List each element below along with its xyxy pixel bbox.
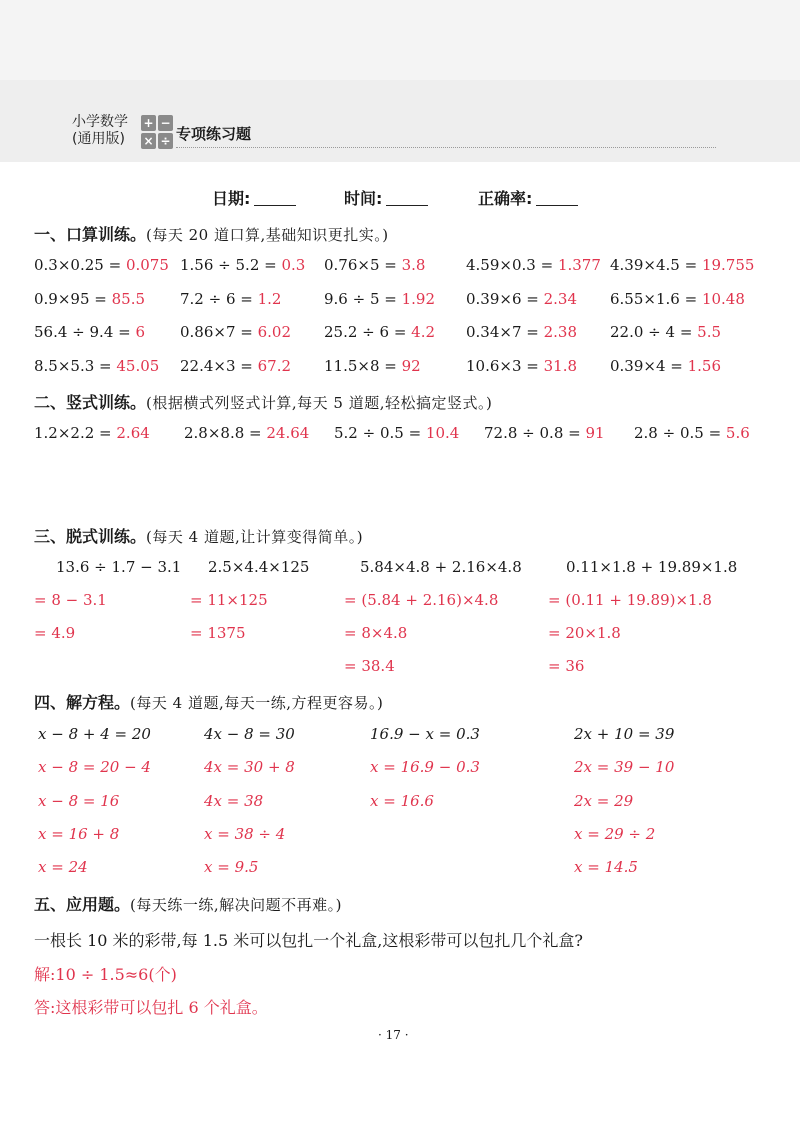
section4-heading xyxy=(34,690,383,713)
book-title xyxy=(72,114,128,148)
step: 2x = 39 − 10 xyxy=(574,758,675,776)
answer: 1.377 xyxy=(557,256,601,274)
mental-item: 22.0 ÷ 4 = 5.5 xyxy=(610,323,722,341)
answer: 2.64 xyxy=(116,424,150,442)
step: x = 16.6 xyxy=(370,792,434,810)
mental-item: 0.39×4 = 1.56 xyxy=(610,357,722,375)
step: x = 16 + 8 xyxy=(38,825,120,843)
answer: 10.4 xyxy=(425,424,460,442)
mental-item: 9.6 ÷ 5 = 1.92 xyxy=(324,290,436,308)
accuracy-label: 正确率: xyxy=(478,189,533,208)
answer: 6 xyxy=(135,323,146,341)
answer: 1.2 xyxy=(257,290,282,308)
equation: 16.9 − x = 0.3 xyxy=(370,725,480,743)
section2-title: 二、竖式训练。 xyxy=(34,393,147,412)
mental-item: 0.86×7 = 6.02 xyxy=(180,323,292,341)
step: 2x = 29 xyxy=(574,792,634,810)
minus-icon: − xyxy=(158,115,173,131)
mental-item: 6.55×1.6 = 10.48 xyxy=(610,290,745,308)
vertical-item: 1.2×2.2 = 2.64 xyxy=(34,424,150,442)
step: 4x = 30 + 8 xyxy=(204,758,295,776)
section1-heading xyxy=(34,222,389,245)
mental-item: 4.39×4.5 = 19.755 xyxy=(610,256,755,274)
date-blank[interactable] xyxy=(254,191,296,206)
answer: 24.64 xyxy=(266,424,310,442)
answer: 0.3 xyxy=(281,256,306,274)
step: x = 38 ÷ 4 xyxy=(204,825,286,843)
mental-item: 11.5×8 = 92 xyxy=(324,357,421,375)
vertical-item: 5.2 ÷ 0.5 = 10.4 xyxy=(334,424,460,442)
times-icon: × xyxy=(141,133,156,149)
answer: 6.02 xyxy=(257,323,292,341)
step: x − 8 = 20 − 4 xyxy=(38,758,151,776)
mental-item: 8.5×5.3 = 45.05 xyxy=(34,357,160,375)
operators-icon xyxy=(141,115,173,151)
section5-heading xyxy=(34,892,342,915)
date-field[interactable] xyxy=(212,186,296,209)
mental-item: 0.39×6 = 2.34 xyxy=(466,290,578,308)
answer: 2.38 xyxy=(543,323,578,341)
word-problem: 一根长 10 米的彩带,每 1.5 米可以包扎一个礼盒,这根彩带可以包扎几个礼盒? xyxy=(34,931,583,950)
plus-icon: + xyxy=(141,115,156,131)
answer: 92 xyxy=(401,357,421,375)
answer: 45.05 xyxy=(116,357,160,375)
mental-item: 0.76×5 = 3.8 xyxy=(324,256,426,274)
section4-note: (每天 4 道题,每天一练,方程更容易。) xyxy=(130,694,384,712)
mental-item: 22.4×3 = 67.2 xyxy=(180,357,292,375)
accuracy-field[interactable] xyxy=(478,186,578,209)
section4-title: 四、解方程。 xyxy=(34,693,131,712)
time-field[interactable] xyxy=(344,186,428,209)
answer: 67.2 xyxy=(257,357,292,375)
mental-item: 7.2 ÷ 6 = 1.2 xyxy=(180,290,282,308)
answer: 1.92 xyxy=(401,290,436,308)
section5-note: (每天练一练,解决问题不再难。) xyxy=(130,896,342,914)
section2-heading xyxy=(34,390,492,413)
step: x = 24 xyxy=(38,858,88,876)
answer-line: 答:这根彩带可以包扎 6 个礼盒。 xyxy=(34,998,268,1017)
step: x = 16.9 − 0.3 xyxy=(370,758,480,776)
mental-item: 10.6×3 = 31.8 xyxy=(466,357,578,375)
section5-title: 五、应用题。 xyxy=(34,895,131,914)
section3-note: (每天 4 道题,让计算变得简单。) xyxy=(146,528,364,546)
step: = (0.11 + 19.89)×1.8 xyxy=(548,591,712,609)
vertical-item: 72.8 ÷ 0.8 = 91 xyxy=(484,424,605,442)
vertical-item: 2.8 ÷ 0.5 = 5.6 xyxy=(634,424,750,442)
step: x − 8 = 16 xyxy=(38,792,120,810)
page-number: · 17 · xyxy=(378,1028,409,1042)
answer: 1.56 xyxy=(687,357,722,375)
header-divider xyxy=(176,147,716,148)
step: x = 14.5 xyxy=(574,858,638,876)
step: = 4.9 xyxy=(34,624,76,642)
mental-item: 56.4 ÷ 9.4 = 6 xyxy=(34,323,146,341)
mental-item: 4.59×0.3 = 1.377 xyxy=(466,256,601,274)
time-label: 时间: xyxy=(344,189,383,208)
mental-item: 0.34×7 = 2.38 xyxy=(466,323,578,341)
answer: 10.48 xyxy=(701,290,745,308)
mental-item: 1.56 ÷ 5.2 = 0.3 xyxy=(180,256,306,274)
answer: 5.6 xyxy=(725,424,750,442)
step: = 36 xyxy=(548,657,585,675)
practice-title: 专项练习题 xyxy=(176,125,252,143)
answer: 5.5 xyxy=(697,323,722,341)
step: = 1375 xyxy=(190,624,246,642)
answer: 4.2 xyxy=(411,323,436,341)
step: x = 9.5 xyxy=(204,858,259,876)
vertical-item: 2.8×8.8 = 24.64 xyxy=(184,424,310,442)
section3-title: 三、脱式训练。 xyxy=(34,527,147,546)
answer: 3.8 xyxy=(401,256,426,274)
answer: 91 xyxy=(585,424,605,442)
step: = (5.84 + 2.16)×4.8 xyxy=(344,591,499,609)
expression: 13.6 ÷ 1.7 − 3.1 xyxy=(56,558,182,576)
expression: 0.11×1.8 + 19.89×1.8 xyxy=(566,558,738,576)
section1-note: (每天 20 道口算,基础知识更扎实。) xyxy=(146,226,389,244)
step: = 8 − 3.1 xyxy=(34,591,107,609)
answer: 31.8 xyxy=(543,357,578,375)
section1-title: 一、口算训练。 xyxy=(34,225,147,244)
equation: 4x − 8 = 30 xyxy=(204,725,295,743)
section2-note: (根据横式列竖式计算,每天 5 道题,轻松搞定竖式。) xyxy=(146,394,493,412)
accuracy-blank[interactable] xyxy=(536,191,578,206)
answer: 19.755 xyxy=(701,256,755,274)
answer: 85.5 xyxy=(111,290,146,308)
step: 4x = 38 xyxy=(204,792,264,810)
expression: 5.84×4.8 + 2.16×4.8 xyxy=(360,558,522,576)
divide-icon: ÷ xyxy=(158,133,173,149)
top-margin xyxy=(0,0,800,80)
step: = 38.4 xyxy=(344,657,395,675)
answer: 2.34 xyxy=(543,290,578,308)
book-title-line2: (通用版) xyxy=(72,131,125,147)
date-label: 日期: xyxy=(212,189,251,208)
step: = 11×125 xyxy=(190,591,268,609)
expression: 2.5×4.4×125 xyxy=(208,558,310,576)
equation: x − 8 + 4 = 20 xyxy=(38,725,151,743)
equation: 2x + 10 = 39 xyxy=(574,725,675,743)
step: x = 29 ÷ 2 xyxy=(574,825,656,843)
time-blank[interactable] xyxy=(386,191,428,206)
solution-line: 解:10 ÷ 1.5≈6(个) xyxy=(34,965,177,984)
book-title-line1: 小学数学 xyxy=(72,114,128,130)
mental-item: 25.2 ÷ 6 = 4.2 xyxy=(324,323,436,341)
step: = 8×4.8 xyxy=(344,624,408,642)
step: = 20×1.8 xyxy=(548,624,621,642)
mental-item: 0.3×0.25 = 0.075 xyxy=(34,256,169,274)
mental-item: 0.9×95 = 85.5 xyxy=(34,290,146,308)
section3-heading xyxy=(34,524,363,547)
answer: 0.075 xyxy=(125,256,169,274)
